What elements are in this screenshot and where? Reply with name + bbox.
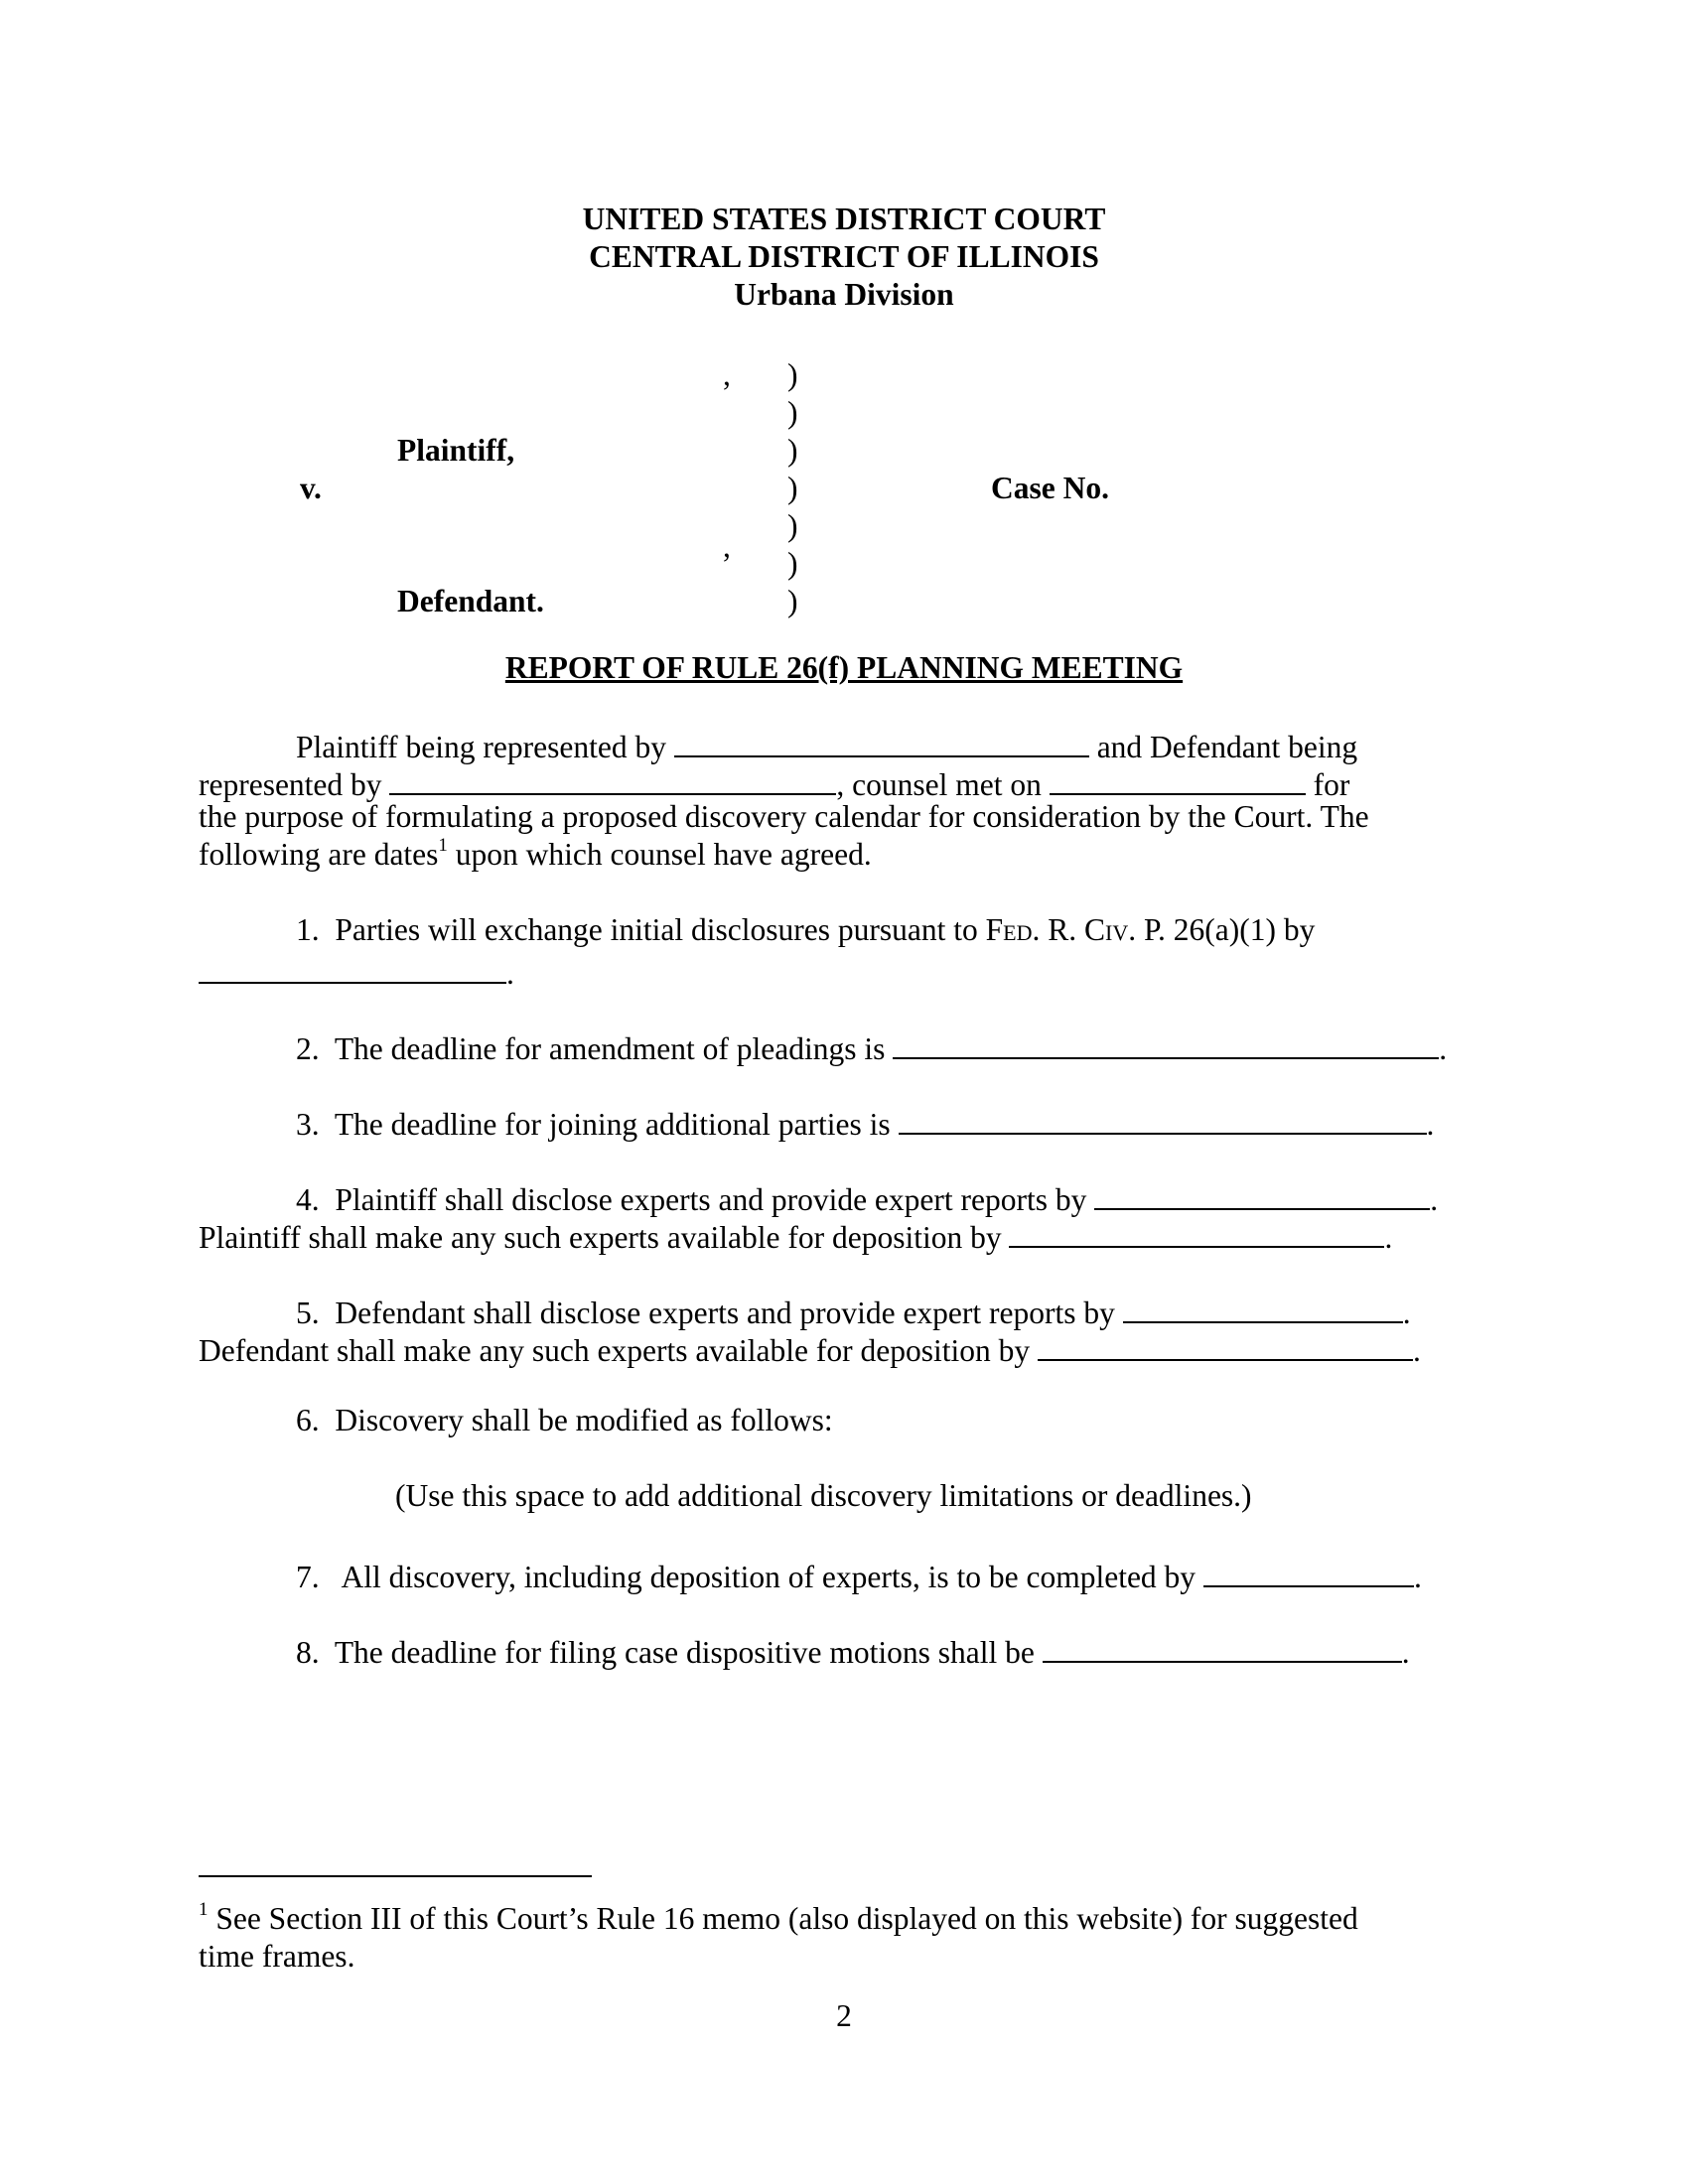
footnote-separator: [199, 1875, 592, 1877]
caption-paren: ): [787, 584, 798, 618]
plaintiff-label: Plaintiff,: [397, 433, 515, 468]
item-line: Defendant shall make any such experts available for deposition by .: [199, 1329, 1421, 1366]
plaintiff-expert-deposition-blank: [1009, 1216, 1384, 1248]
defendant-name-comma: ,: [723, 529, 731, 564]
item-line: 1. Parties will exchange initial disclosures pursuant to Fed. R. Civ. P. 26(a)(1) by: [296, 912, 1316, 947]
item-line: 4. Plaintiff shall disclose experts and provide expert reports by .: [296, 1178, 1438, 1215]
item-line: 5. Defendant shall disclose experts and provide expert reports by .: [296, 1292, 1411, 1328]
court-name: UNITED STATES DISTRICT COURT: [582, 202, 1106, 236]
caption-paren: ): [787, 395, 798, 430]
discovery-completion-blank: [1203, 1556, 1414, 1587]
intro-line: represented by , counsel met on for: [199, 763, 1349, 800]
footnote-number: 1: [199, 1898, 209, 1920]
defendant-label: Defendant.: [397, 584, 544, 618]
defendant-expert-deposition-blank: [1038, 1329, 1413, 1361]
intro-line: the purpose of formulating a proposed discovery calendar for consideration by the Court. The: [199, 799, 1369, 834]
intro-line: following are dates$^1$ upon which counsel have agreed.: [199, 834, 872, 872]
plaintiff-expert-disclosure-blank: [1094, 1178, 1430, 1210]
footnote-ref: 1: [438, 834, 448, 856]
footnote-line: time frames.: [199, 1939, 355, 1974]
initial-disclosures-blank: [199, 952, 506, 984]
joinder-deadline-blank: [899, 1103, 1427, 1135]
item-7: 7. All discovery, including deposition of experts, is to be completed by .: [296, 1556, 1422, 1592]
court-division: Urbana Division: [734, 277, 954, 312]
meeting-date-blank: [1050, 763, 1306, 795]
intro-line: Plaintiff being represented by and Defendant being: [296, 726, 1357, 762]
item-3: 3. The deadline for joining additional parties is .: [296, 1103, 1434, 1140]
item-line: .: [199, 952, 514, 989]
court-district: CENTRAL DISTRICT OF ILLINOIS: [589, 239, 1099, 274]
item-8: 8. The deadline for filing case dispositive motions shall be .: [296, 1631, 1410, 1668]
defendant-counsel-blank: [389, 763, 836, 795]
defendant-expert-disclosure-blank: [1123, 1292, 1403, 1323]
footnote-line: $^1$ See Section III of this Court’s Rule 16 memo (also displayed on this website) for suggested: [199, 1898, 1358, 1936]
caption-paren: ): [787, 433, 798, 468]
dispositive-motions-blank: [1043, 1631, 1402, 1663]
plaintiff-counsel-blank: [674, 726, 1089, 757]
caption-paren: ): [787, 546, 798, 581]
versus-label: v.: [300, 471, 322, 505]
item-6: 6. Discovery shall be modified as follows:: [296, 1403, 833, 1437]
case-no-label: Case No.: [991, 471, 1109, 505]
item-line: Plaintiff shall make any such experts available for deposition by .: [199, 1216, 1392, 1253]
caption-paren: ): [787, 357, 798, 392]
plaintiff-name-comma: ,: [723, 357, 731, 392]
amendment-deadline-blank: [893, 1027, 1439, 1059]
caption-paren: ): [787, 508, 798, 543]
caption-paren: ): [787, 471, 798, 505]
page-number: 2: [836, 1998, 852, 2033]
report-title: REPORT OF RULE 26(f) PLANNING MEETING: [504, 650, 1184, 685]
discovery-modification-note: (Use this space to add additional discovery limitations or deadlines.): [395, 1478, 1252, 1513]
item-2: 2. The deadline for amendment of pleadings is .: [296, 1027, 1447, 1064]
